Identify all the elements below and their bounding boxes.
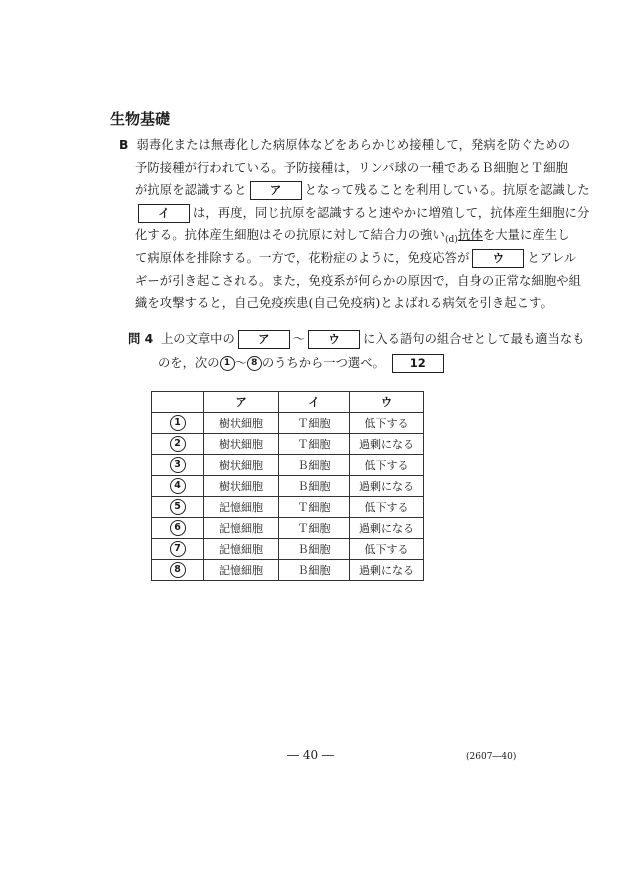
option-number-circle[interactable]: 2 [170,436,186,452]
table-header-blank [152,392,204,413]
cell-u: 低下する [350,497,424,518]
table-header-u: ウ [350,392,424,413]
option-number[interactable] [152,560,204,581]
cell-a: 記憶細胞 [204,560,279,581]
page-number: ― 40 ― [287,748,334,762]
question-tilde: ～ [292,332,306,346]
option-number-circle[interactable]: 3 [170,457,186,473]
passage-line-1 [119,134,571,157]
underlined-term: 抗体 [458,228,483,243]
table-row [152,476,424,497]
table-row [152,497,424,518]
question-text-1a: 上の文章中の [160,332,235,346]
question [128,328,585,376]
option-number[interactable] [152,539,204,560]
option-number-circle[interactable]: 8 [170,562,186,578]
cell-u: 低下する [350,413,424,434]
cell-u: 過剰になる [350,434,424,455]
passage [119,134,590,315]
passage-text-6b: とアレル [527,250,577,265]
cell-a: 記憶細胞 [204,497,279,518]
cell-a: 記憶細胞 [204,539,279,560]
table-row [152,455,424,476]
cell-a: 記憶細胞 [204,518,279,539]
cell-u: 低下する [350,539,424,560]
table-header-a: ア [204,392,279,413]
choice-first-circle: 1 [220,356,235,371]
option-number[interactable] [152,455,204,476]
passage-text-6a: て病原体を排除する。一方で，花粉症のように，免疫応答が [135,250,470,265]
table-row [152,518,424,539]
option-number[interactable] [152,497,204,518]
underline-marker: (d) [444,235,459,246]
passage-line-5 [119,224,570,247]
question-tilde-2: ～ [234,356,247,370]
option-number[interactable] [152,413,204,434]
cell-u: 過剰になる [350,518,424,539]
question-label: 問 4 [128,332,154,346]
cell-i: Ｔ細胞 [279,434,350,455]
choice-last-circle: 8 [247,356,262,371]
cell-i: Ｂ細胞 [279,476,350,497]
option-number-circle[interactable]: 4 [170,478,186,494]
passage-line-3 [119,179,590,202]
option-number-circle[interactable]: 6 [170,520,186,536]
page-code: (2607―40) [466,752,517,762]
cell-u: 過剰になる [350,476,424,497]
cell-u: 低下する [350,455,424,476]
passage-text-2: 予防接種が行われている。予防接種は，リンパ球の一種であるＢ細胞とＴ細胞 [135,160,569,175]
question-blank-u: ウ [308,330,360,349]
section-title: 生物基礎 [110,110,171,128]
passage-text-3b: となって残ることを利用している。抗原を認識した [304,183,590,198]
blank-a-box: ア [250,181,302,200]
question-line-1 [128,328,585,352]
option-number[interactable] [152,518,204,539]
question-line-2 [128,352,520,376]
cell-a: 樹状細胞 [204,434,279,455]
answer-number-box: 12 [392,354,444,373]
cell-i: Ｂ細胞 [279,455,350,476]
passage-line-2 [119,157,569,180]
passage-text-7: ギーが引き起こされる。また，免疫系が何らかの原因で，自身の正常な細胞や組 [135,273,582,288]
table-row [152,539,424,560]
table-row [152,413,424,434]
cell-i: Ｂ細胞 [279,539,350,560]
passage-text-4b: は，再度，同じ抗原を認識すると速やかに増殖して，抗体産生細胞に分 [193,205,590,220]
option-number[interactable] [152,476,204,497]
passage-line-8 [119,292,553,315]
passage-text-1: 弱毒化または無毒化した病原体などをあらかじめ接種して，発病を防ぐための [136,138,571,152]
cell-a: 樹状細胞 [204,476,279,497]
passage-line-7 [119,270,582,293]
cell-i: Ｔ細胞 [279,413,350,434]
cell-i: Ｔ細胞 [279,497,350,518]
options-table [151,391,424,581]
cell-i: Ｂ細胞 [279,560,350,581]
passage-label: B [119,138,129,152]
question-blank-a: ア [238,330,290,349]
passage-text-3a: が抗原を認識すると [135,183,247,198]
cell-u: 過剰になる [350,560,424,581]
option-number[interactable] [152,434,204,455]
table-header-row [152,392,424,413]
table-header-i: イ [279,392,350,413]
cell-i: Ｔ細胞 [279,518,350,539]
question-text-2a: のを，次の [158,356,220,370]
passage-text-5a: 化する。抗体産生細胞はその抗原に対して結合力の強い [135,228,445,243]
passage-text-5b: を大量に産生し [482,228,570,243]
option-number-circle[interactable]: 5 [170,499,186,515]
table-row [152,560,424,581]
cell-a: 樹状細胞 [204,413,279,434]
question-text-2b: のうちから一つ選べ。 [261,356,385,370]
passage-text-8: 織を攻撃すると，自己免疫疾患(自己免疫病)とよばれる病気を引き起こす。 [135,296,553,311]
table-row [152,434,424,455]
cell-a: 樹状細胞 [204,455,279,476]
passage-line-6 [119,247,577,270]
blank-u-box: ウ [472,249,524,268]
question-text-1b: に入る語句の組合せとして最も適当なも [363,332,585,346]
option-number-circle[interactable]: 1 [170,415,186,431]
passage-line-4 [119,202,590,225]
blank-i-box: イ [138,204,190,223]
option-number-circle[interactable]: 7 [170,541,186,557]
